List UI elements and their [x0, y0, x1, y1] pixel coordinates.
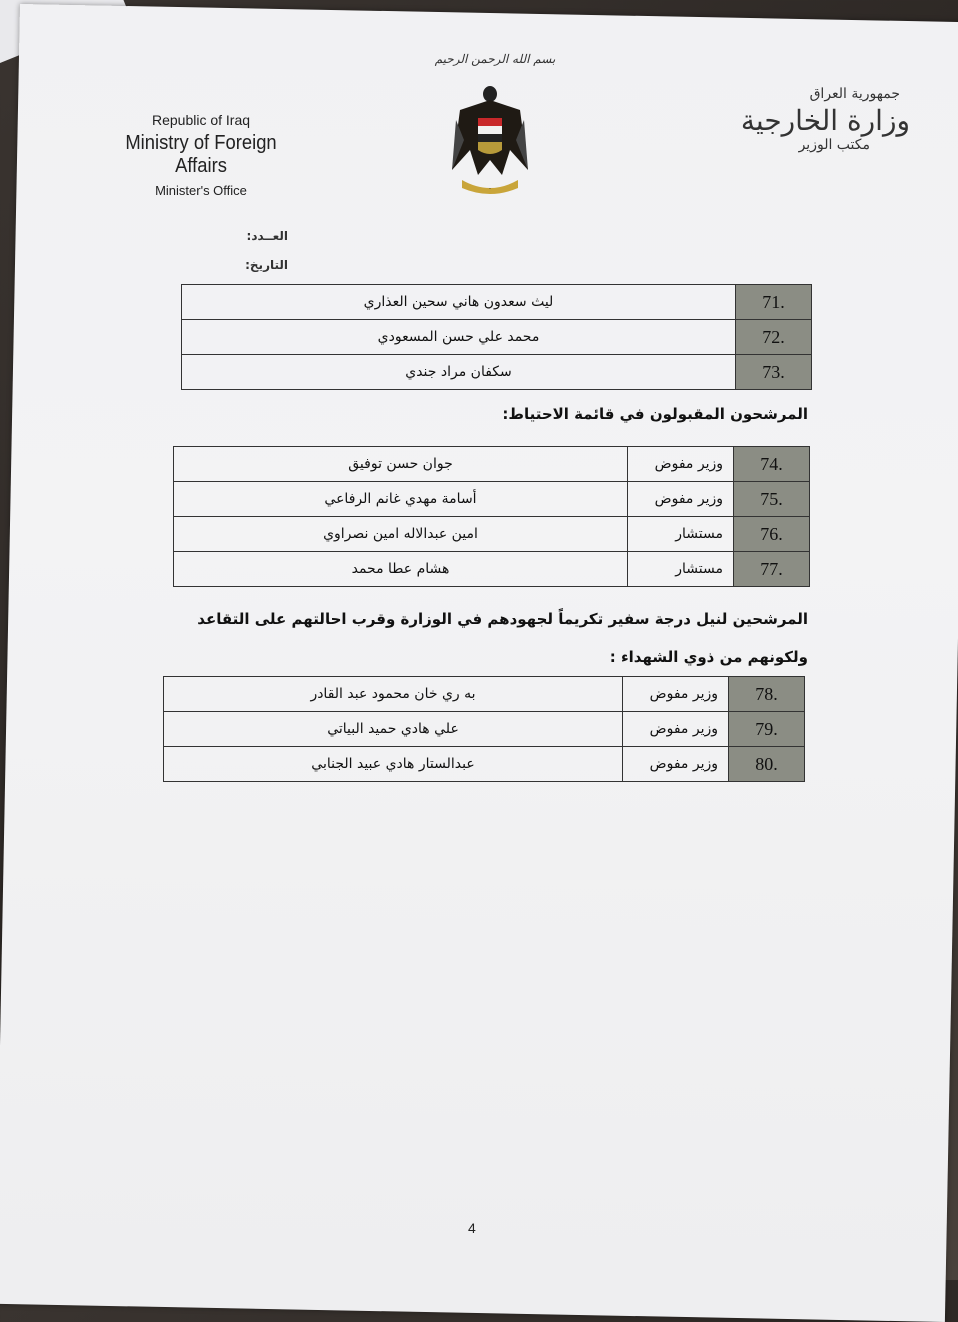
arabic-letterhead [680, 86, 910, 153]
candidate-rank: مستشار [628, 552, 734, 587]
arabic-country: جمهورية العراق [809, 86, 900, 102]
table-row [174, 552, 810, 587]
ambassador-candidates-heading: المرشحين لنيل درجة سفير تكريماً لجهودهم في الوزارة وقرب احالتهم على التقاعد ولكونهم من ذوي الشهداء : [197, 610, 808, 666]
reserve-candidates-table [173, 446, 810, 587]
candidate-name: سكفان مراد جندي [182, 355, 736, 390]
row-index: .77 [734, 552, 810, 587]
candidate-rank: وزير مفوض [623, 712, 729, 747]
table-row [164, 677, 805, 712]
row-index: .80 [729, 747, 805, 782]
candidate-rank: وزير مفوض [623, 677, 729, 712]
basmala: بسم الله الرحمن الرحيم [434, 52, 556, 66]
english-country: Republic of Iraq [151, 112, 251, 128]
row-index: .74 [734, 447, 810, 482]
ambassador-candidates-table [163, 676, 805, 782]
table-row [174, 482, 810, 517]
row-index: .78 [729, 677, 805, 712]
table-row [182, 320, 812, 355]
svg-text:ـ: ـ [489, 185, 491, 191]
english-ministry: Ministry of Foreign Affairs [125, 132, 277, 177]
table-row [164, 747, 805, 782]
candidate-name: أسامة مهدي غانم الرفاعي [174, 482, 628, 517]
candidate-rank: مستشار [628, 517, 734, 552]
row-index: .75 [734, 482, 810, 517]
candidate-name: جوان حسن توفيق [174, 447, 628, 482]
table-row [174, 517, 810, 552]
arabic-office: مكتب الوزير [798, 137, 870, 153]
page-number: 4 [468, 1220, 476, 1236]
candidate-rank: وزير مفوض [628, 482, 734, 517]
candidates-table-1 [181, 284, 812, 390]
row-index: .72 [736, 320, 812, 355]
arabic-ministry: وزارة الخارجية [740, 104, 910, 137]
table-row [174, 447, 810, 482]
candidate-name: به ري خان محمود عبد القادر [164, 677, 623, 712]
row-index: .76 [734, 517, 810, 552]
english-office: Minister's Office [155, 183, 247, 198]
table-row [182, 355, 812, 390]
english-letterhead [96, 112, 306, 198]
table-row [182, 285, 812, 320]
candidate-name: عبدالستار هادي عبيد الجنابي [164, 747, 623, 782]
table-row [164, 712, 805, 747]
row-index: .73 [736, 355, 812, 390]
iraq-eagle-emblem-icon [448, 80, 532, 200]
reserve-list-heading: المرشحون المقبولون في قائمة الاحتياط: [502, 405, 808, 423]
candidate-name: هشام عطا محمد [174, 552, 628, 587]
candidate-rank: وزير مفوض [623, 747, 729, 782]
reference-date-label: التاريخ: [245, 258, 288, 272]
reference-number-label: العــدد: [246, 229, 288, 243]
row-index: .71 [736, 285, 812, 320]
candidate-name: امين عبدالاله امين نصراوي [174, 517, 628, 552]
candidate-rank: وزير مفوض [628, 447, 734, 482]
candidate-name: علي هادي حميد البياتي [164, 712, 623, 747]
candidate-name: ليث سعدون هاني سحين العذاري [182, 285, 736, 320]
candidate-name: محمد علي حسن المسعودي [182, 320, 736, 355]
row-index: .79 [729, 712, 805, 747]
